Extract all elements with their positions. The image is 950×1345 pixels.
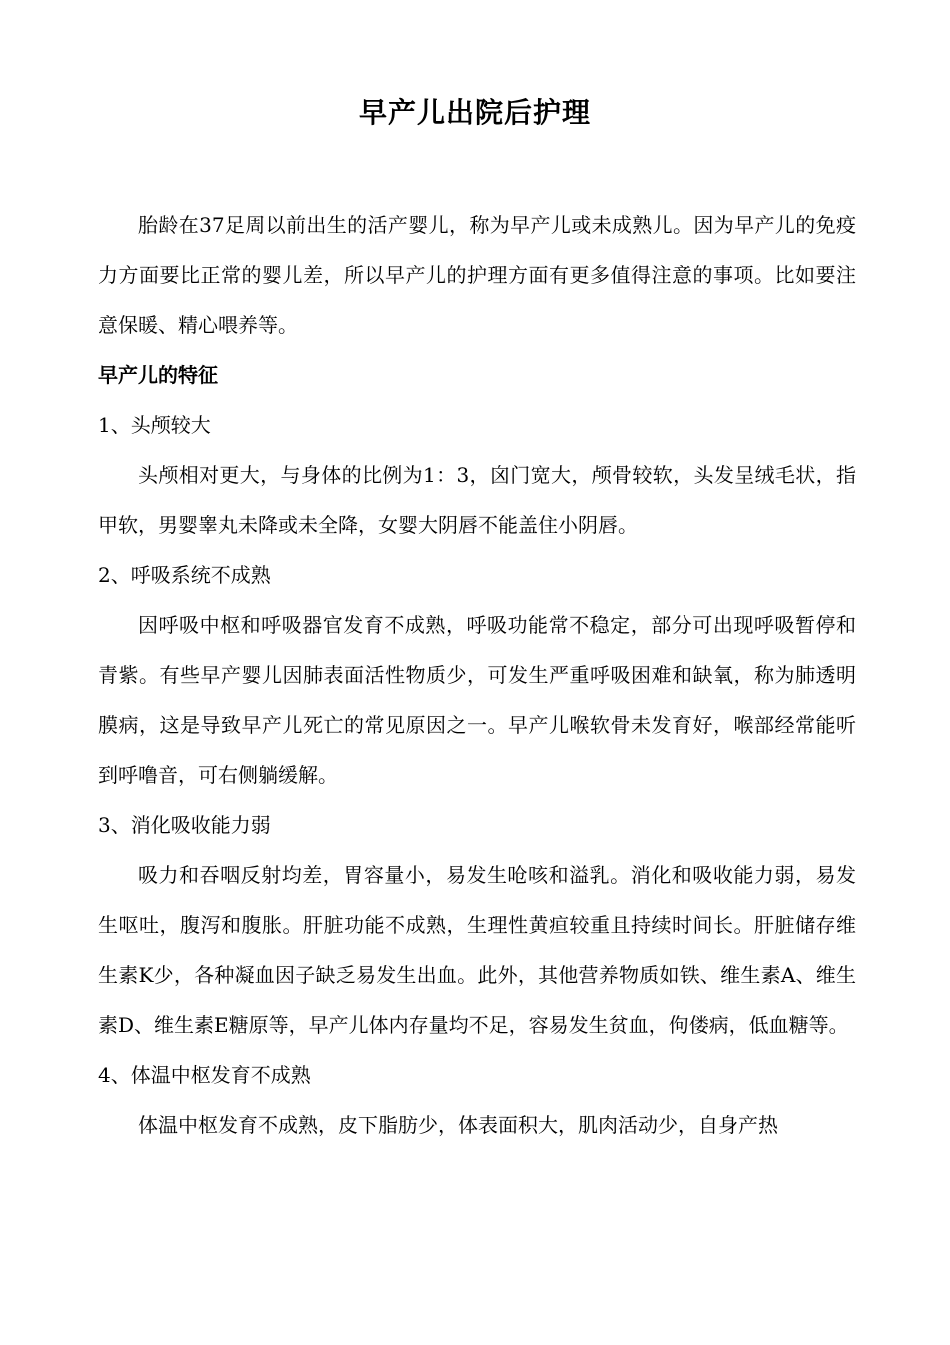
- item-heading: 1、头颅较大: [98, 413, 211, 437]
- section-heading: 早产儿的特征: [98, 363, 218, 387]
- item-paragraph: 头颅相对更大，与身体的比例为1：3，囟门宽大，颅骨较软，头发呈绒毛状，指甲软，男婴睾丸未降或未全降，女婴大阴唇不能盖住小阴唇。: [98, 463, 856, 537]
- intro-paragraph: 胎龄在37足周以前出生的活产婴儿，称为早产儿或未成熟儿。因为早产儿的免疫力方面要比正常的婴儿差，所以早产儿的护理方面有更多值得注意的事项。比如要注意保暖、精心喂养等。: [98, 213, 856, 337]
- item-heading: 4、体温中枢发育不成熟: [98, 1063, 311, 1087]
- item-heading: 2、呼吸系统不成熟: [98, 563, 271, 587]
- document-body: [98, 200, 856, 1150]
- item-paragraph: 体温中枢发育不成熟，皮下脂肪少，体表面积大，肌肉活动少，自身产热: [138, 1113, 778, 1137]
- item-paragraph: 吸力和吞咽反射均差，胃容量小，易发生呛咳和溢乳。消化和吸收能力弱，易发生呕吐，腹泻和腹胀。肝脏功能不成熟，生理性黄疸较重且持续时间长。肝脏储存维生素K少，各种凝血因子缺乏易发生出血。此外，其他营养物质如铁、维生素A、维生素D、维生素E糖原等，早产儿体内存量均不足，容易发生贫血，佝偻病，低血糖等。: [98, 863, 856, 1037]
- item-paragraph: 因呼吸中枢和呼吸器官发育不成熟，呼吸功能常不稳定，部分可出现呼吸暂停和青紫。有些早产婴儿因肺表面活性物质少，可发生严重呼吸困难和缺氧，称为肺透明膜病，这是导致早产儿死亡的常见原因之一。早产儿喉软骨未发育好，喉部经常能听到呼噜音，可右侧躺缓解。: [98, 613, 856, 787]
- page-title: 早产儿出院后护理: [358, 96, 591, 129]
- item-heading: 3、消化吸收能力弱: [98, 813, 271, 837]
